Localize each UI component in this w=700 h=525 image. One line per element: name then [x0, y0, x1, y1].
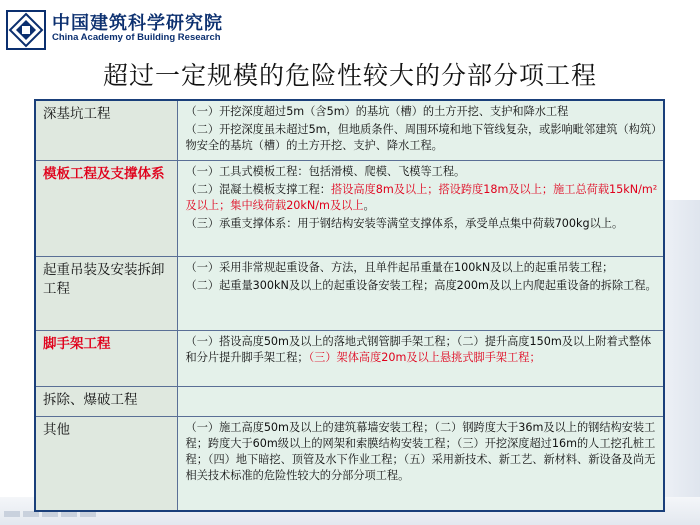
description-cell	[177, 160, 664, 256]
project-table	[34, 99, 665, 512]
description-item	[186, 278, 659, 294]
table-row	[35, 256, 664, 330]
description-cell	[177, 386, 664, 416]
description-item	[186, 420, 659, 484]
logo-english-name: China Academy of Building Research	[52, 32, 221, 43]
description-cell	[177, 416, 664, 511]
table-row	[35, 386, 664, 416]
description-item	[186, 104, 659, 120]
description-text: （二）开挖深度虽未超过5m，但地质条件、周围环境和地下管线复杂，或影响毗邻建筑（构筑）物安全的基坑（槽）的土方开挖、支护、降水工程。	[185, 123, 657, 152]
description-text: （一）工具式模板工程：包括滑模、爬模、飞模等工程。	[185, 164, 466, 178]
description-item	[186, 164, 659, 180]
table-row	[35, 100, 664, 160]
description-item	[186, 260, 659, 276]
category-cell: 其他	[35, 416, 177, 511]
highlighted-text: 搭设高度8m及以上；搭设跨度18m及以上；施工总荷载15kN/m²及以上；集中线荷载20kN/m及以上	[185, 182, 658, 212]
description-text: （一）开挖深度超过5m（含5m）的基坑（槽）的土方开挖、支护和降水工程	[185, 105, 569, 118]
description-item	[186, 216, 659, 232]
academy-logo-icon	[6, 10, 46, 50]
project-table-body	[35, 100, 664, 511]
description-text: （一）搭设高度50m及以上的落地式钢管脚手架工程；（二）提升高度150m及以上附着式整体和分片提升脚手架工程；	[185, 334, 652, 364]
description-text: （一）施工高度50m及以上的建筑幕墙安装工程；（二）钢跨度大于36m及以上的钢结构安装工程；跨度大于60m级以上的网架和索膜结构安装工程；（三）开挖深度超过16m的人工挖孔桩工程；（四）地下暗挖、顶管及水下作业工程；（五）采用新技术、新工艺、新材料、新设备及尚无相关技术标准的危险性较大的分部分项工程。	[185, 420, 656, 482]
description-item	[186, 122, 659, 154]
header	[0, 0, 700, 56]
description-cell	[177, 256, 664, 330]
table-row	[35, 160, 664, 256]
category-cell: 拆除、爆破工程	[35, 386, 177, 416]
description-text: 。	[363, 198, 375, 212]
category-cell: 起重吊装及安装拆卸工程	[35, 256, 177, 330]
table-row	[35, 416, 664, 511]
category-cell: 模板工程及支撑体系	[35, 160, 177, 256]
slide-title: 超过一定规模的危险性较大的分部分项工程	[102, 61, 597, 90]
decorative-side-panel	[660, 200, 700, 520]
description-text: （二）起重量300kN及以上的起重设备安装工程；高度200m及以上内爬起重设备的拆除工程。	[185, 278, 657, 292]
description-text: （一）采用非常规起重设备、方法，且单件起吊重量在100kN及以上的起重吊装工程；	[185, 260, 614, 274]
category-cell: 深基坑工程	[35, 100, 177, 160]
description-cell	[177, 330, 664, 386]
highlighted-text: （三）架体高度20m及以上悬挑式脚手架工程；	[308, 350, 541, 364]
description-cell	[177, 100, 664, 160]
description-text: （三）承重支撑体系：用于钢结构安装等满堂支撑体系，承受单点集中荷载700kg以上。	[185, 216, 624, 230]
description-item	[186, 182, 659, 214]
description-text: （二）混凝土模板支撑工程：	[185, 182, 331, 196]
logo-chinese-name: 中国建筑科学研究院	[52, 13, 223, 34]
description-item	[186, 334, 659, 366]
category-cell: 脚手架工程	[35, 330, 177, 386]
table-row	[35, 330, 664, 386]
